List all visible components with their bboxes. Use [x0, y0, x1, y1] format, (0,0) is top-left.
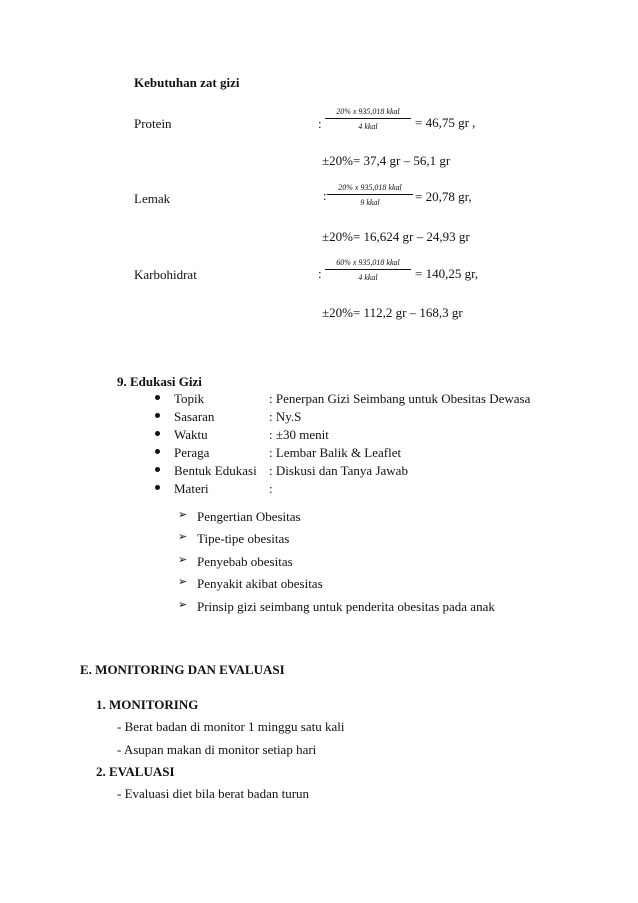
karbohidrat-label: Karbohidrat [134, 267, 197, 282]
lemak-numerator: 20% x 935,018 kkal [338, 183, 402, 192]
arrow-bullet-icon: ➢ [178, 531, 188, 543]
protein-denominator: 4 kkal [358, 122, 378, 131]
materi-item: Tipe-tipe obesitas [197, 531, 290, 546]
edukasi-item-label: Bentuk Edukasi [174, 463, 257, 478]
edukasi-item-label: Peraga [174, 445, 210, 460]
karbohidrat-colon: : [318, 266, 322, 281]
lemak-denominator: 9 kkal [360, 198, 380, 207]
protein-range: ±20%= 37,4 gr – 56,1 gr [322, 153, 451, 168]
monitoring-heading: 1. MONITORING [96, 697, 199, 712]
nutrition-heading: Kebutuhan zat gizi [134, 75, 240, 90]
edukasi-item-label: Waktu [174, 427, 208, 442]
arrow-bullet-icon: ➢ [178, 576, 188, 588]
edukasi-item-label: Sasaran [174, 409, 215, 424]
section-e-heading: E. MONITORING DAN EVALUASI [80, 662, 285, 677]
bullet-icon [155, 431, 160, 436]
protein-colon: : [318, 116, 322, 131]
edukasi-item-value: : Lembar Balik & Leaflet [269, 445, 402, 460]
fraction-bar [327, 194, 413, 195]
materi-item: Pengertian Obesitas [197, 509, 301, 524]
edukasi-item-value: : Diskusi dan Tanya Jawab [269, 463, 408, 478]
protein-result: = 46,75 gr , [415, 115, 476, 130]
edukasi-heading: 9. Edukasi Gizi [117, 374, 202, 389]
monitoring-item: - Asupan makan di monitor setiap hari [117, 742, 317, 757]
materi-item: Penyakit akibat obesitas [197, 576, 323, 591]
arrow-bullet-icon: ➢ [178, 509, 188, 521]
lemak-label: Lemak [134, 191, 171, 206]
fraction-bar [325, 118, 411, 119]
bullet-icon [155, 449, 160, 454]
bullet-icon [155, 395, 160, 400]
protein-numerator: 20% x 935,018 kkal [336, 107, 400, 116]
protein-fraction [325, 107, 411, 131]
karbohidrat-fraction [325, 258, 411, 282]
arrow-bullet-icon: ➢ [178, 599, 188, 611]
lemak-range: ±20%= 16,624 gr – 24,93 gr [322, 229, 470, 244]
edukasi-item-value: : Ny.S [269, 409, 302, 424]
protein-label: Protein [134, 116, 172, 131]
edukasi-item-label: Topik [174, 391, 205, 406]
evaluasi-heading: 2. EVALUASI [96, 764, 175, 779]
materi-item: Penyebab obesitas [197, 554, 293, 569]
karbohidrat-numerator: 60% x 935,018 kkal [336, 258, 400, 267]
edukasi-item-value: : ±30 menit [269, 427, 329, 442]
edukasi-item-label: Materi [174, 481, 209, 496]
karbohidrat-range: ±20%= 112,2 gr – 168,3 gr [322, 305, 463, 320]
fraction-bar [325, 269, 411, 270]
karbohidrat-result: = 140,25 gr, [415, 266, 479, 281]
bullet-icon [155, 467, 160, 472]
edukasi-item-value: : Penerpan Gizi Seimbang untuk Obesitas Dewasa [269, 391, 531, 406]
lemak-result: = 20,78 gr, [415, 189, 472, 204]
lemak-fraction [327, 183, 413, 207]
lemak-colon: : [323, 188, 327, 203]
edukasi-item-value: : [269, 481, 273, 496]
bullet-icon [155, 413, 160, 418]
monitoring-item: - Berat badan di monitor 1 minggu satu kali [117, 719, 345, 734]
bullet-icon [155, 485, 160, 490]
arrow-bullet-icon: ➢ [178, 554, 188, 566]
materi-item: Prinsip gizi seimbang untuk penderita obesitas pada anak [197, 599, 495, 614]
evaluasi-item: - Evaluasi diet bila berat badan turun [117, 786, 310, 801]
karbohidrat-denominator: 4 kkal [358, 273, 378, 282]
